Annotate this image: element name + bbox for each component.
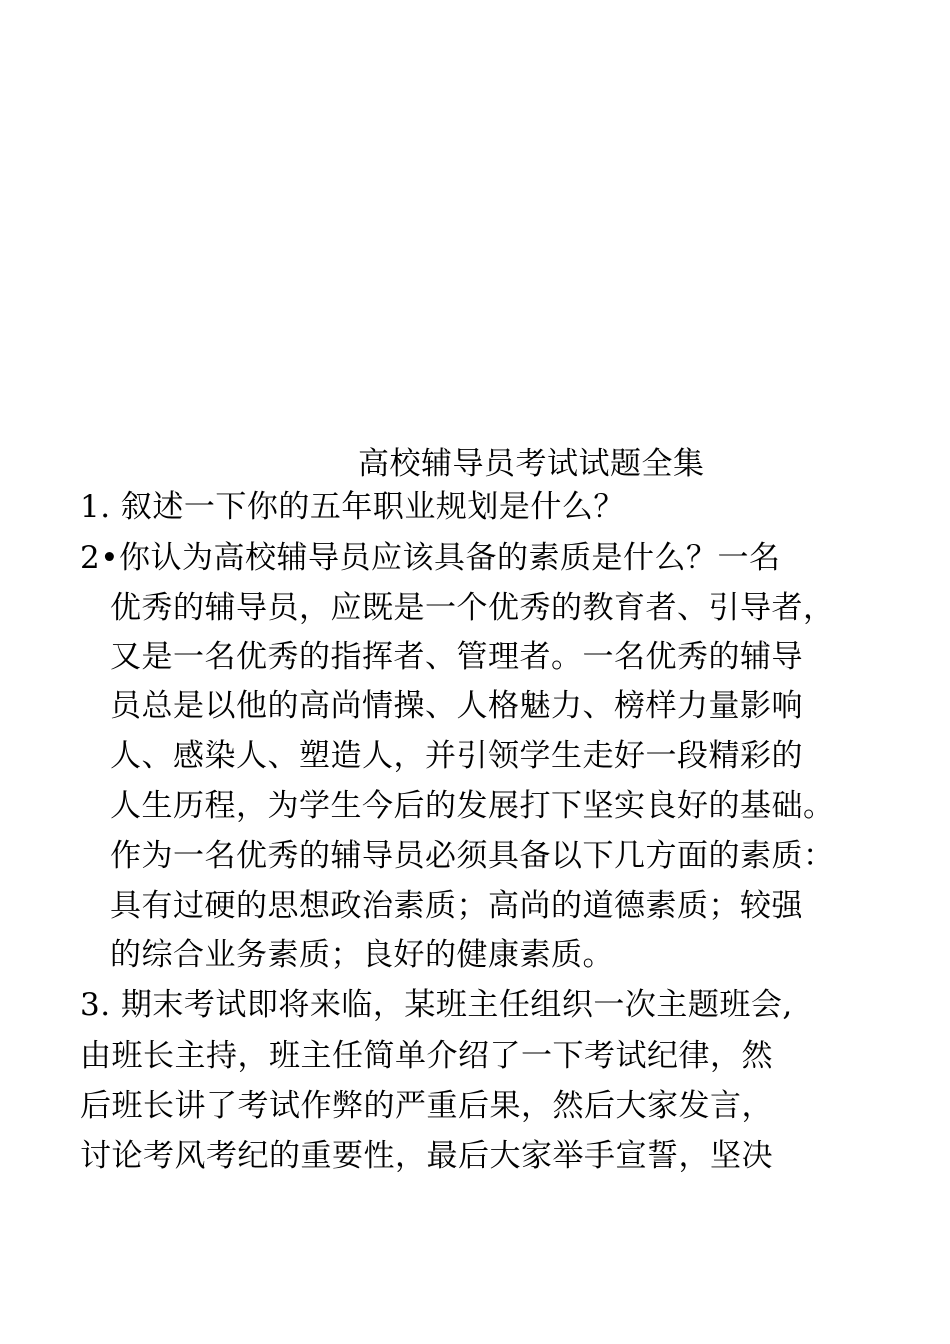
answer-2-line-4: 人、感染人、塑造人，并引领学生走好一段精彩的	[110, 738, 803, 774]
answer-2-line-6: 作为一名优秀的辅导员必须具备以下几方面的素质：	[110, 838, 835, 874]
answer-2-line-2: 又是一名优秀的指挥者、管理者。一名优秀的辅导	[110, 639, 803, 675]
answer-2-line-7: 具有过硬的思想政治素质；高尚的道德素质；较强	[110, 888, 803, 924]
question-3-line-1: 3. 期末考试即将来临，某班主任组织一次主题班会,	[80, 987, 793, 1023]
answer-2-line-1: 优秀的辅导员，应既是一个优秀的教育者、引导者，	[110, 590, 835, 626]
question-3-line-3: 后班长讲了考试作弊的严重后果，然后大家发言，	[80, 1088, 773, 1124]
question-3-line-4: 讨论考风考纪的重要性，最后大家举手宣誓，坚决	[80, 1138, 773, 1174]
answer-2-line-8: 的综合业务素质；良好的健康素质。	[110, 937, 614, 973]
question-1-line: 1. 叙述一下你的五年职业规划是什么？	[80, 489, 625, 525]
document-title: 高校辅导员考试试题全集	[358, 446, 705, 482]
question-2-line: 2•你认为高校辅导员应该具备的素质是什么？一名	[80, 540, 781, 576]
question-3-line-2: 由班长主持，班主任简单介绍了一下考试纪律，然	[80, 1038, 773, 1074]
answer-2-line-5: 人生历程，为学生今后的发展打下坚实良好的基础。	[110, 788, 835, 824]
answer-2-line-3: 员总是以他的高尚情操、人格魅力、榜样力量影响	[110, 688, 803, 724]
